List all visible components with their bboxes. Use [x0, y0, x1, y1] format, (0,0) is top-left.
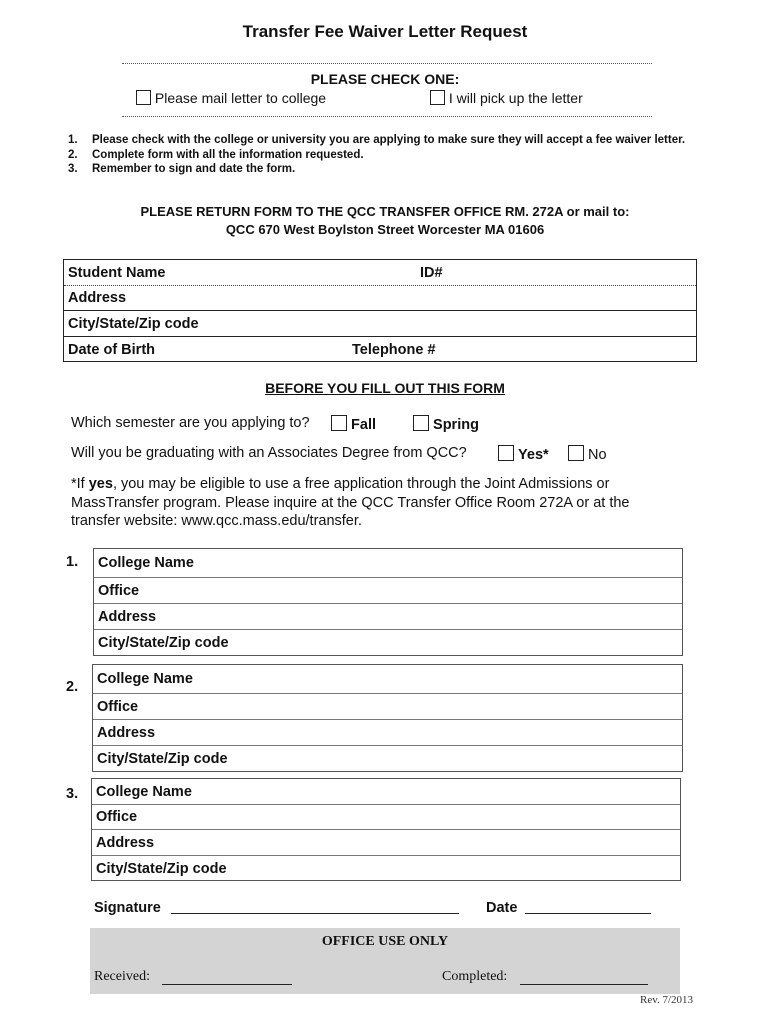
divider	[122, 116, 652, 117]
city-state-zip-row[interactable]	[64, 311, 696, 337]
yes-checkbox[interactable]	[498, 445, 514, 461]
city-state-zip-label: City/State/Zip code	[97, 751, 228, 767]
divider	[122, 63, 652, 64]
telephone-label: Telephone #	[352, 341, 436, 358]
address-row[interactable]	[94, 604, 682, 630]
office-row[interactable]	[93, 694, 682, 720]
city-state-zip-label: City/State/Zip code	[68, 315, 199, 332]
page-title: Transfer Fee Waiver Letter Request	[242, 22, 528, 41]
note-line1-rest: , you may be eligible to use a free application through the Joint Admissions or	[112, 476, 610, 492]
college-box-1	[93, 548, 683, 656]
yes-label: Yes*	[518, 447, 549, 463]
option-mail[interactable]	[136, 90, 326, 106]
date-line[interactable]	[525, 913, 651, 914]
college-number: 1.	[66, 554, 79, 570]
received-line[interactable]	[162, 984, 292, 985]
spring-option[interactable]	[413, 415, 479, 433]
instruction-item	[68, 133, 708, 148]
no-checkbox[interactable]	[568, 445, 584, 461]
instruction-text: Please check with the college or university you are applying to make sure they will accept a fee waiver letter.	[92, 134, 686, 146]
instructions-list	[68, 133, 708, 177]
instruction-item	[68, 162, 708, 177]
id-label: ID#	[420, 264, 443, 281]
mail-checkbox[interactable]	[136, 90, 151, 105]
fall-checkbox[interactable]	[331, 415, 347, 431]
address-row[interactable]	[92, 830, 680, 856]
spring-label: Spring	[433, 417, 479, 433]
college-box-2	[92, 664, 683, 772]
college-name-label: College Name	[97, 671, 193, 687]
college-number: 3.	[66, 786, 79, 802]
address-row[interactable]	[64, 286, 696, 311]
city-state-zip-row[interactable]	[94, 630, 682, 656]
no-option[interactable]	[568, 445, 607, 463]
student-name-label: Student Name	[68, 264, 166, 281]
semester-question-row	[71, 415, 310, 431]
spring-checkbox[interactable]	[413, 415, 429, 431]
office-row[interactable]	[94, 578, 682, 604]
instruction-text: Remember to sign and date the form.	[92, 163, 296, 175]
college-name-label: College Name	[98, 555, 194, 571]
option-pickup-label: I will pick up the letter	[448, 90, 583, 106]
student-info-box	[63, 259, 697, 362]
college-name-row[interactable]	[92, 779, 680, 805]
city-state-zip-label: City/State/Zip code	[98, 635, 229, 651]
fall-label: Fall	[351, 417, 377, 433]
city-state-zip-row[interactable]	[92, 856, 680, 881]
dob-label: Date of Birth	[68, 341, 155, 358]
office-label: Office	[96, 809, 138, 825]
city-state-zip-row[interactable]	[93, 746, 682, 772]
signature-line[interactable]	[171, 913, 459, 914]
graduating-question: Will you be graduating with an Associates Degree from QCC?	[71, 445, 467, 461]
instruction-number: 3.	[68, 163, 78, 175]
no-label: No	[588, 447, 607, 463]
city-state-zip-label: City/State/Zip code	[96, 860, 227, 877]
semester-question: Which semester are you applying to?	[71, 415, 310, 431]
college-name-row[interactable]	[94, 549, 682, 578]
note-line2: MassTransfer program. Please inquire at the QCC Transfer Office Room 272A or at the	[71, 494, 630, 511]
student-name-row[interactable]	[64, 260, 696, 286]
option-mail-label: Please mail letter to college	[154, 90, 327, 106]
completed-line[interactable]	[520, 984, 648, 985]
office-use-heading: OFFICE USE ONLY	[321, 934, 449, 949]
return-info-line2: QCC 670 West Boylston Street Worcester MA 01606	[225, 222, 545, 237]
college-name-label: College Name	[96, 783, 192, 800]
pickup-checkbox[interactable]	[430, 90, 445, 105]
address-label: Address	[96, 834, 155, 851]
received-label: Received:	[94, 969, 150, 984]
yes-option[interactable]	[498, 445, 549, 463]
instruction-number: 2.	[68, 148, 78, 161]
college-number: 2.	[66, 679, 79, 695]
office-row[interactable]	[92, 805, 680, 830]
address-row[interactable]	[93, 720, 682, 746]
before-heading: BEFORE YOU FILL OUT THIS FORM	[265, 380, 505, 396]
office-use-panel	[90, 928, 680, 994]
date-label: Date	[486, 900, 518, 916]
college-name-row[interactable]	[93, 665, 682, 694]
instruction-item	[68, 148, 708, 163]
graduating-question-row	[71, 445, 467, 461]
note-line1	[71, 475, 711, 494]
completed-label: Completed:	[442, 969, 508, 984]
address-label: Address	[98, 608, 157, 625]
college-box-3	[91, 778, 681, 881]
signature-label: Signature	[94, 900, 161, 916]
instruction-text: Complete form with all the information requested.	[92, 148, 364, 161]
office-label: Office	[97, 698, 139, 715]
instruction-number: 1.	[68, 134, 78, 146]
fall-option[interactable]	[331, 415, 376, 433]
note-line3: transfer website: www.qcc.mass.edu/transfer.	[71, 513, 362, 529]
revision-note: Rev. 7/2013	[640, 994, 694, 1006]
dob-row[interactable]	[64, 337, 696, 362]
office-label: Office	[98, 582, 140, 599]
eligibility-note	[71, 475, 711, 531]
address-label: Address	[97, 724, 156, 741]
option-pickup[interactable]	[430, 90, 583, 106]
check-one-heading: PLEASE CHECK ONE:	[310, 71, 460, 87]
return-info-line1: PLEASE RETURN FORM TO THE QCC TRANSFER OFFICE RM. 272A or mail to:	[140, 204, 630, 219]
note-prefix: *If	[71, 476, 89, 492]
address-label: Address	[68, 290, 127, 306]
note-yes: yes	[88, 476, 113, 492]
